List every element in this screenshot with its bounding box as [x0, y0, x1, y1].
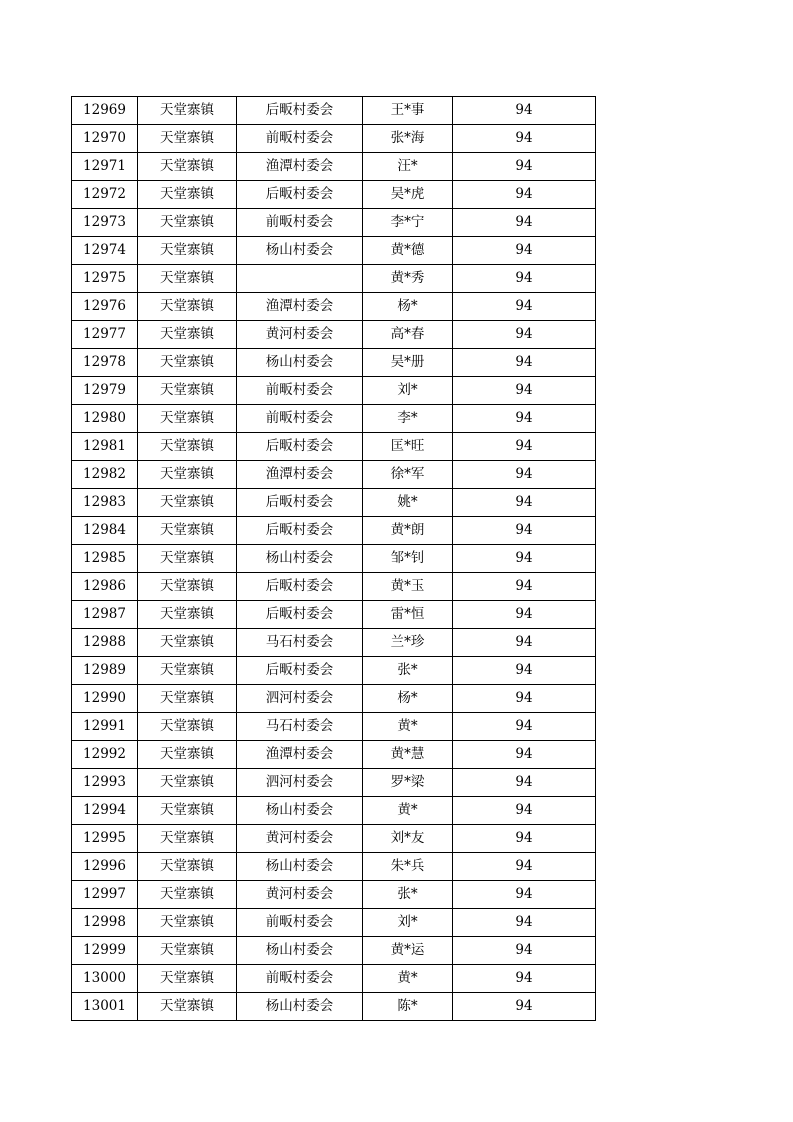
- table-row: [72, 489, 596, 517]
- cell-name: 吴*册: [363, 349, 453, 377]
- cell-score: 94: [453, 181, 596, 209]
- cell-town: 天堂寨镇: [138, 125, 237, 153]
- cell-id: 12975: [72, 265, 138, 293]
- cell-name: 刘*友: [363, 825, 453, 853]
- cell-name: 陈*: [363, 993, 453, 1021]
- table-row: [72, 713, 596, 741]
- cell-name: 张*: [363, 881, 453, 909]
- cell-score: 94: [453, 685, 596, 713]
- cell-id: 12994: [72, 797, 138, 825]
- cell-score: 94: [453, 209, 596, 237]
- cell-town: 天堂寨镇: [138, 909, 237, 937]
- cell-score: 94: [453, 517, 596, 545]
- cell-village: 杨山村委会: [237, 545, 363, 573]
- cell-id: 12969: [72, 97, 138, 125]
- cell-score: 94: [453, 965, 596, 993]
- cell-town: 天堂寨镇: [138, 545, 237, 573]
- cell-town: 天堂寨镇: [138, 181, 237, 209]
- cell-id: 13001: [72, 993, 138, 1021]
- table-row: [72, 545, 596, 573]
- cell-village: 后畈村委会: [237, 601, 363, 629]
- table-row: [72, 181, 596, 209]
- cell-score: 94: [453, 993, 596, 1021]
- table-row: [72, 741, 596, 769]
- cell-id: 12987: [72, 601, 138, 629]
- cell-score: 94: [453, 657, 596, 685]
- data-table: [71, 96, 596, 1021]
- cell-village: 前畈村委会: [237, 909, 363, 937]
- table-row: [72, 965, 596, 993]
- cell-score: 94: [453, 97, 596, 125]
- cell-name: 黄*秀: [363, 265, 453, 293]
- cell-score: 94: [453, 853, 596, 881]
- cell-name: 张*海: [363, 125, 453, 153]
- table-row: [72, 209, 596, 237]
- cell-name: 匡*旺: [363, 433, 453, 461]
- cell-id: 12982: [72, 461, 138, 489]
- cell-town: 天堂寨镇: [138, 797, 237, 825]
- table-row: [72, 573, 596, 601]
- cell-village: 马石村委会: [237, 713, 363, 741]
- cell-town: 天堂寨镇: [138, 965, 237, 993]
- cell-name: 黄*玉: [363, 573, 453, 601]
- cell-score: 94: [453, 797, 596, 825]
- cell-village: 泗河村委会: [237, 769, 363, 797]
- cell-town: 天堂寨镇: [138, 937, 237, 965]
- cell-id: 12980: [72, 405, 138, 433]
- table-row: [72, 433, 596, 461]
- cell-town: 天堂寨镇: [138, 881, 237, 909]
- cell-town: 天堂寨镇: [138, 265, 237, 293]
- cell-village: 前畈村委会: [237, 125, 363, 153]
- table-row: [72, 993, 596, 1021]
- cell-town: 天堂寨镇: [138, 685, 237, 713]
- cell-town: 天堂寨镇: [138, 377, 237, 405]
- cell-name: 徐*军: [363, 461, 453, 489]
- cell-name: 杨*: [363, 685, 453, 713]
- cell-town: 天堂寨镇: [138, 237, 237, 265]
- table-row: [72, 125, 596, 153]
- cell-town: 天堂寨镇: [138, 349, 237, 377]
- table-row: [72, 853, 596, 881]
- cell-name: 黄*运: [363, 937, 453, 965]
- cell-id: 12988: [72, 629, 138, 657]
- cell-village: 渔潭村委会: [237, 741, 363, 769]
- cell-name: 黄*朗: [363, 517, 453, 545]
- cell-name: 朱*兵: [363, 853, 453, 881]
- table-row: [72, 97, 596, 125]
- cell-village: 杨山村委会: [237, 853, 363, 881]
- table-row: [72, 293, 596, 321]
- cell-score: 94: [453, 825, 596, 853]
- cell-id: 12999: [72, 937, 138, 965]
- cell-id: 12989: [72, 657, 138, 685]
- cell-name: 李*: [363, 405, 453, 433]
- table-row: [72, 377, 596, 405]
- cell-village: 马石村委会: [237, 629, 363, 657]
- cell-town: 天堂寨镇: [138, 153, 237, 181]
- cell-score: 94: [453, 321, 596, 349]
- cell-id: 12998: [72, 909, 138, 937]
- cell-id: 12991: [72, 713, 138, 741]
- cell-village: 前畈村委会: [237, 209, 363, 237]
- table-row: [72, 657, 596, 685]
- cell-village: 泗河村委会: [237, 685, 363, 713]
- cell-name: 吴*虎: [363, 181, 453, 209]
- cell-village: 后畈村委会: [237, 97, 363, 125]
- cell-id: 12992: [72, 741, 138, 769]
- cell-name: 黄*: [363, 713, 453, 741]
- table-row: [72, 629, 596, 657]
- cell-id: 12995: [72, 825, 138, 853]
- cell-score: 94: [453, 405, 596, 433]
- cell-town: 天堂寨镇: [138, 461, 237, 489]
- table-row: [72, 825, 596, 853]
- cell-id: 12970: [72, 125, 138, 153]
- table-row: [72, 349, 596, 377]
- cell-score: 94: [453, 265, 596, 293]
- cell-id: 12990: [72, 685, 138, 713]
- cell-village: [237, 265, 363, 293]
- cell-name: 黄*德: [363, 237, 453, 265]
- cell-score: 94: [453, 125, 596, 153]
- cell-id: 12976: [72, 293, 138, 321]
- cell-name: 杨*: [363, 293, 453, 321]
- cell-town: 天堂寨镇: [138, 321, 237, 349]
- cell-id: 12981: [72, 433, 138, 461]
- table-row: [72, 265, 596, 293]
- cell-name: 姚*: [363, 489, 453, 517]
- table-row: [72, 237, 596, 265]
- cell-village: 前畈村委会: [237, 377, 363, 405]
- cell-id: 12977: [72, 321, 138, 349]
- cell-town: 天堂寨镇: [138, 573, 237, 601]
- cell-name: 王*事: [363, 97, 453, 125]
- cell-name: 刘*: [363, 377, 453, 405]
- cell-score: 94: [453, 433, 596, 461]
- cell-score: 94: [453, 461, 596, 489]
- cell-score: 94: [453, 573, 596, 601]
- cell-town: 天堂寨镇: [138, 489, 237, 517]
- cell-village: 前畈村委会: [237, 405, 363, 433]
- cell-village: 黄河村委会: [237, 321, 363, 349]
- cell-score: 94: [453, 293, 596, 321]
- cell-town: 天堂寨镇: [138, 741, 237, 769]
- cell-town: 天堂寨镇: [138, 517, 237, 545]
- cell-score: 94: [453, 713, 596, 741]
- cell-town: 天堂寨镇: [138, 657, 237, 685]
- table-row: [72, 321, 596, 349]
- cell-name: 黄*: [363, 797, 453, 825]
- cell-id: 12972: [72, 181, 138, 209]
- cell-id: 12984: [72, 517, 138, 545]
- cell-town: 天堂寨镇: [138, 97, 237, 125]
- cell-village: 渔潭村委会: [237, 153, 363, 181]
- cell-score: 94: [453, 881, 596, 909]
- cell-id: 12985: [72, 545, 138, 573]
- cell-village: 后畈村委会: [237, 657, 363, 685]
- cell-id: 12974: [72, 237, 138, 265]
- cell-village: 杨山村委会: [237, 237, 363, 265]
- cell-village: 渔潭村委会: [237, 293, 363, 321]
- cell-village: 前畈村委会: [237, 965, 363, 993]
- table-row: [72, 881, 596, 909]
- table-row: [72, 517, 596, 545]
- cell-score: 94: [453, 601, 596, 629]
- cell-id: 12993: [72, 769, 138, 797]
- cell-village: 后畈村委会: [237, 573, 363, 601]
- cell-name: 罗*梁: [363, 769, 453, 797]
- cell-village: 杨山村委会: [237, 993, 363, 1021]
- cell-id: 12979: [72, 377, 138, 405]
- cell-score: 94: [453, 377, 596, 405]
- cell-town: 天堂寨镇: [138, 713, 237, 741]
- cell-town: 天堂寨镇: [138, 405, 237, 433]
- cell-village: 黄河村委会: [237, 881, 363, 909]
- cell-town: 天堂寨镇: [138, 601, 237, 629]
- cell-village: 后畈村委会: [237, 181, 363, 209]
- cell-name: 兰*珍: [363, 629, 453, 657]
- table-row: [72, 405, 596, 433]
- cell-name: 雷*恒: [363, 601, 453, 629]
- table-row: [72, 797, 596, 825]
- cell-score: 94: [453, 489, 596, 517]
- cell-id: 13000: [72, 965, 138, 993]
- cell-village: 黄河村委会: [237, 825, 363, 853]
- cell-name: 黄*: [363, 965, 453, 993]
- cell-score: 94: [453, 769, 596, 797]
- cell-id: 12978: [72, 349, 138, 377]
- cell-id: 12973: [72, 209, 138, 237]
- table-row: [72, 685, 596, 713]
- cell-score: 94: [453, 237, 596, 265]
- cell-village: 后畈村委会: [237, 433, 363, 461]
- cell-village: 杨山村委会: [237, 937, 363, 965]
- cell-score: 94: [453, 937, 596, 965]
- cell-score: 94: [453, 153, 596, 181]
- cell-town: 天堂寨镇: [138, 825, 237, 853]
- cell-name: 汪*: [363, 153, 453, 181]
- cell-village: 后畈村委会: [237, 489, 363, 517]
- cell-town: 天堂寨镇: [138, 293, 237, 321]
- cell-name: 邹*钊: [363, 545, 453, 573]
- cell-id: 12996: [72, 853, 138, 881]
- table-row: [72, 909, 596, 937]
- cell-town: 天堂寨镇: [138, 769, 237, 797]
- cell-score: 94: [453, 349, 596, 377]
- cell-score: 94: [453, 629, 596, 657]
- cell-village: 杨山村委会: [237, 797, 363, 825]
- cell-id: 12986: [72, 573, 138, 601]
- cell-name: 黄*慧: [363, 741, 453, 769]
- cell-name: 高*春: [363, 321, 453, 349]
- cell-town: 天堂寨镇: [138, 209, 237, 237]
- table-row: [72, 937, 596, 965]
- cell-score: 94: [453, 909, 596, 937]
- cell-town: 天堂寨镇: [138, 629, 237, 657]
- cell-name: 刘*: [363, 909, 453, 937]
- cell-town: 天堂寨镇: [138, 993, 237, 1021]
- cell-village: 渔潭村委会: [237, 461, 363, 489]
- cell-town: 天堂寨镇: [138, 853, 237, 881]
- table-row: [72, 769, 596, 797]
- cell-score: 94: [453, 741, 596, 769]
- cell-name: 李*宁: [363, 209, 453, 237]
- cell-id: 12971: [72, 153, 138, 181]
- cell-score: 94: [453, 545, 596, 573]
- table-row: [72, 601, 596, 629]
- table-row: [72, 153, 596, 181]
- cell-id: 12997: [72, 881, 138, 909]
- table-body: [72, 97, 596, 1021]
- table-row: [72, 461, 596, 489]
- cell-village: 后畈村委会: [237, 517, 363, 545]
- cell-name: 张*: [363, 657, 453, 685]
- cell-town: 天堂寨镇: [138, 433, 237, 461]
- cell-village: 杨山村委会: [237, 349, 363, 377]
- cell-id: 12983: [72, 489, 138, 517]
